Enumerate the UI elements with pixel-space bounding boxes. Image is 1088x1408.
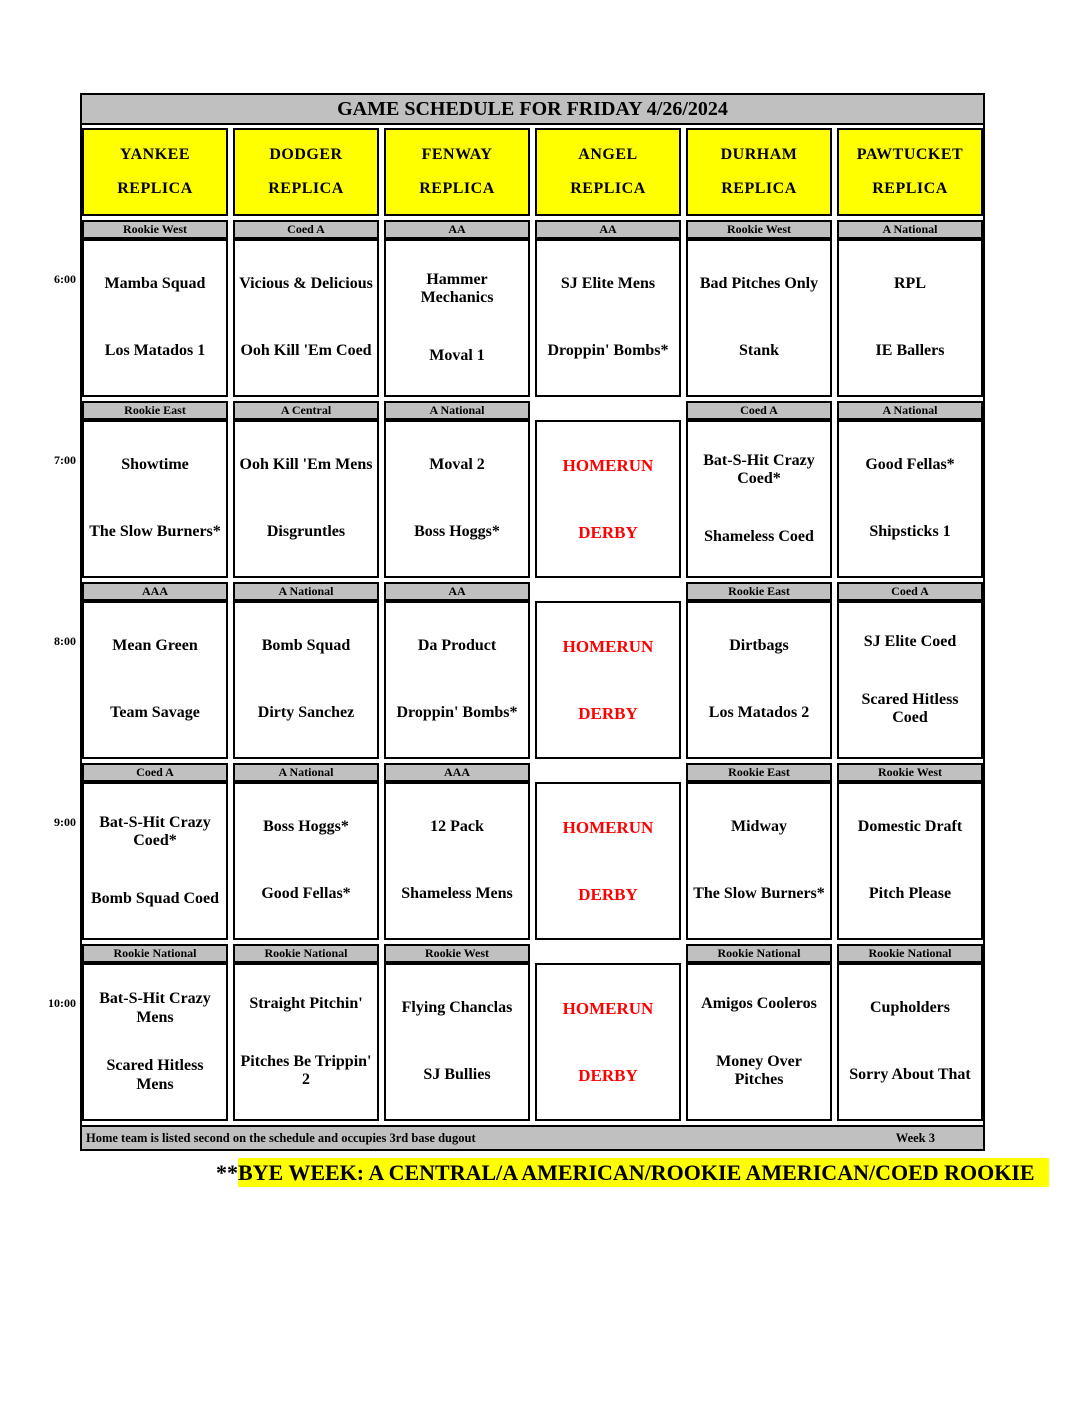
away-team: Domestic Draft [857,818,963,836]
bye-week-prefix: ** [216,1160,238,1185]
field-sub: REPLICA [419,180,495,197]
game-cell [384,420,530,578]
time-label: 6:00 [54,272,76,286]
division-label: A National [837,401,983,420]
division-label: Rookie National [837,944,983,963]
away-team: 12 Pack [430,818,484,836]
game-cell [686,239,832,397]
division-label: Rookie West [837,763,983,782]
home-team: Shipsticks 1 [869,523,951,541]
field-header-fenway [384,128,530,216]
home-team: Scared Hitless Coed [861,690,959,726]
division-label: AAA [384,763,530,782]
home-team: SJ Bullies [423,1066,491,1084]
away-team: SJ Elite Mens [560,275,656,293]
home-team: Pitch Please [868,885,952,903]
game-cell [233,239,379,397]
division-label: AAA [82,582,228,601]
away-team: Bat-S-Hit Crazy Coed* [99,813,211,850]
footer-note: Home team is listed second on the schedule and occupies 3rd base dugout [86,1130,476,1145]
away-team: Mamba Squad [104,275,206,293]
division-label: AA [384,582,530,601]
home-team: Moval 1 [429,346,485,364]
game-cell [82,239,228,397]
home-team: Droppin' Bombs* [547,342,669,360]
home-team: Ooh Kill 'Em Coed [240,342,372,360]
game-cell [686,420,832,578]
game-cell [384,239,530,397]
home-team: Money Over Pitches [716,1052,802,1088]
away-team: Da Product [417,637,497,655]
game-cell [837,239,983,397]
time-slot-block [82,401,983,578]
field-sub: REPLICA [872,180,948,197]
field-name: PAWTUCKET [856,146,964,163]
time-label: 10:00 [48,996,76,1010]
games-row [82,420,983,578]
division-label: A Central [233,401,379,420]
game-cell [686,782,832,940]
division-label: Rookie East [686,582,832,601]
away-team: Vicious & Delicious [239,275,373,293]
away-team: HOMERUN [562,998,654,1018]
division-label: Rookie West [82,220,228,239]
field-sub: REPLICA [721,180,797,197]
home-team: Pitches Be Trippin' 2 [240,1052,372,1088]
header-row [82,128,983,216]
division-label: Rookie West [686,220,832,239]
away-team: HOMERUN [562,636,654,656]
home-team: The Slow Burners* [693,885,825,903]
home-team: Good Fellas* [261,885,351,903]
home-team: IE Ballers [875,342,945,360]
games-row [82,601,983,759]
game-cell [837,601,983,759]
time-label: 8:00 [54,634,76,648]
division-row [82,582,983,601]
away-team: Bomb Squad [261,637,351,655]
division-label: Rookie National [233,944,379,963]
time-rail [0,0,76,1200]
division-label: Coed A [233,220,379,239]
home-team: Sorry About That [849,1066,971,1084]
game-cell [686,601,832,759]
division-label: Coed A [837,582,983,601]
schedule-blocks [82,220,983,1121]
game-cell [384,963,530,1121]
division-label: Coed A [82,763,228,782]
home-team: Disgruntles [266,523,346,541]
field-name: FENWAY [421,146,493,163]
home-team: Bomb Squad Coed [90,889,220,907]
home-team: Dirty Sanchez [257,704,355,722]
bye-week-note [216,1160,1049,1186]
games-row [82,782,983,940]
home-team: The Slow Burners* [89,523,221,541]
field-name: ANGEL [578,146,638,163]
division-row [82,763,983,782]
division-label: Rookie National [686,944,832,963]
footer-bar [82,1125,983,1149]
bye-week-text: BYE WEEK: A CENTRAL/A AMERICAN/ROOKIE AMERICAN/COED ROOKIE [238,1158,1049,1187]
division-row [82,944,983,963]
time-slot-block [82,220,983,397]
home-team: Boss Hoggs* [414,523,500,541]
game-cell [535,963,681,1121]
time-label: 9:00 [54,815,76,829]
home-team: Scared Hitless Mens [106,1057,204,1093]
away-team: Bat-S-Hit Crazy Mens [99,990,211,1026]
division-label: AA [384,220,530,239]
time-label: 7:00 [54,453,76,467]
field-sub: REPLICA [570,180,646,197]
schedule-title: GAME SCHEDULE FOR FRIDAY 4/26/2024 [82,95,983,125]
game-cell [837,963,983,1121]
away-team: Ooh Kill 'Em Mens [239,456,373,474]
division-label: A National [384,401,530,420]
game-cell [535,239,681,397]
home-team: Stank [738,342,780,360]
division-label: Rookie West [384,944,530,963]
game-cell [384,782,530,940]
game-cell [384,601,530,759]
home-team: Shameless Mens [401,885,513,903]
home-team: Los Matados 2 [708,704,810,722]
home-team: Shameless Coed [704,527,814,545]
field-name: DODGER [269,146,343,163]
games-row [82,239,983,397]
division-label: A National [233,582,379,601]
field-sub: REPLICA [268,180,344,197]
away-team: Bat-S-Hit Crazy Coed* [703,451,815,488]
game-cell [82,601,228,759]
away-team: Cupholders [869,999,951,1017]
game-cell [837,782,983,940]
time-slot-block [82,944,983,1121]
division-label: A National [837,220,983,239]
games-row [82,963,983,1121]
home-team: DERBY [578,522,638,542]
away-team: SJ Elite Coed [863,632,957,650]
footer-week: Week 3 [895,1130,935,1145]
away-team: Moval 2 [429,456,485,474]
game-cell [233,601,379,759]
home-team: Droppin' Bombs* [396,704,518,722]
division-label: A National [233,763,379,782]
time-slot-block [82,763,983,940]
field-header-pawtucket [837,128,983,216]
field-name: YANKEE [120,146,190,163]
away-team: Flying Chanclas [401,999,513,1017]
away-team: HOMERUN [562,817,654,837]
schedule-table [80,93,985,1151]
division-row [82,220,983,239]
home-team: DERBY [578,703,638,723]
division-row [82,401,983,420]
game-cell [82,420,228,578]
field-header-angel [535,128,681,216]
away-team: Midway [731,818,787,836]
division-label: Rookie East [686,763,832,782]
away-team: Straight Pitchin' [249,994,363,1012]
away-team: Showtime [121,456,189,474]
game-cell [837,420,983,578]
division-label: Rookie National [82,944,228,963]
game-cell [233,420,379,578]
away-team: Hammer Mechanics [420,270,494,307]
division-label: AA [535,220,681,239]
game-cell [686,963,832,1121]
away-team: RPL [894,275,926,293]
time-slot-block [82,582,983,759]
away-team: HOMERUN [562,455,654,475]
home-team: DERBY [578,884,638,904]
home-team: Team Savage [110,704,200,722]
field-header-durham [686,128,832,216]
home-team: Los Matados 1 [104,342,206,360]
field-header-yankee [82,128,228,216]
away-team: Mean Green [112,637,198,655]
away-team: Good Fellas* [865,456,955,474]
game-cell [535,782,681,940]
game-cell [233,782,379,940]
game-cell [535,420,681,578]
field-header-dodger [233,128,379,216]
game-cell [233,963,379,1121]
game-cell [82,782,228,940]
game-cell [82,963,228,1121]
away-team: Dirtbags [729,637,789,655]
field-name: DURHAM [720,146,798,163]
field-sub: REPLICA [117,180,193,197]
game-cell [535,601,681,759]
division-label: Rookie East [82,401,228,420]
away-team: Boss Hoggs* [263,818,349,836]
away-team: Bad Pitches Only [699,275,819,293]
home-team: DERBY [578,1065,638,1085]
away-team: Amigos Cooleros [701,994,817,1012]
division-label: Coed A [686,401,832,420]
